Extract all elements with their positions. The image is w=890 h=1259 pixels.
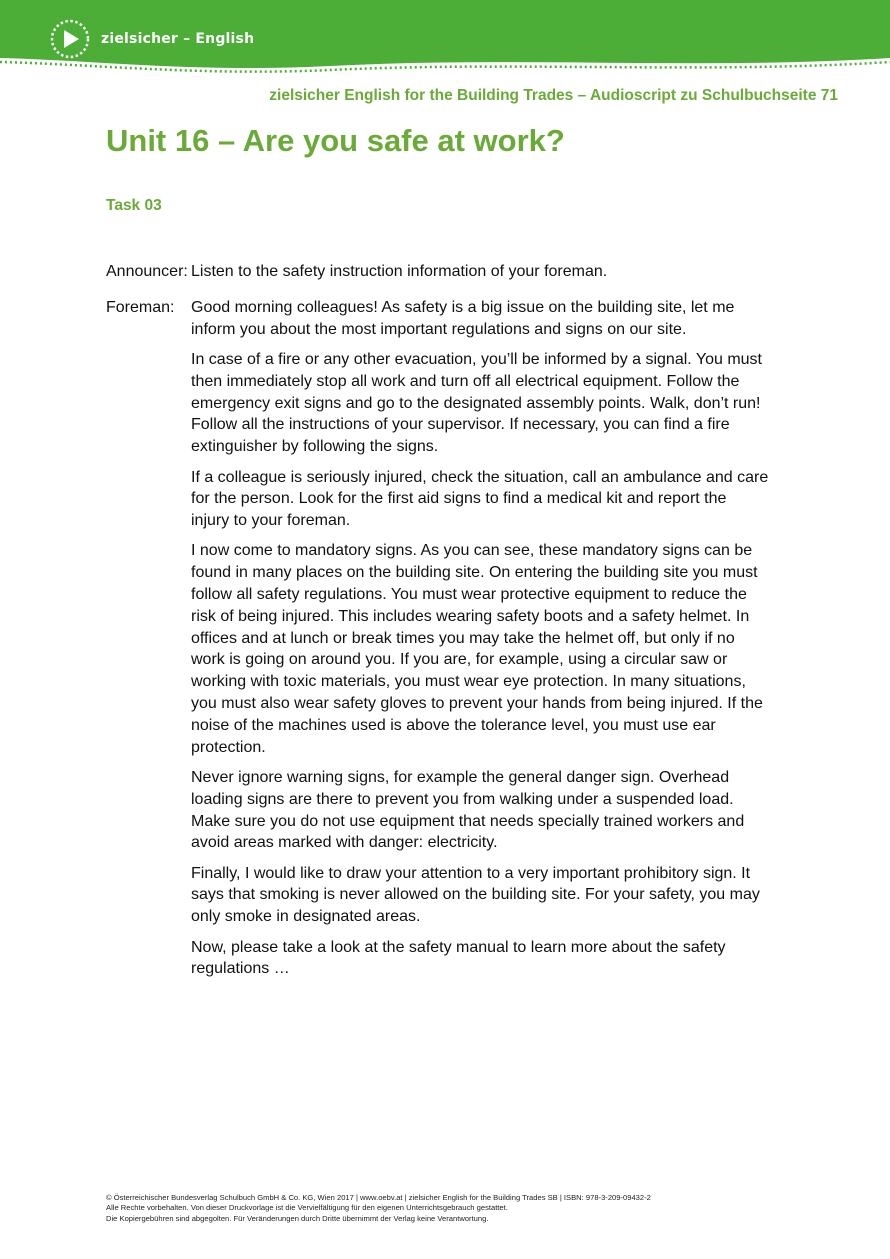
text-line: noise of the machines used is above the tolerance level, you must use ear xyxy=(191,716,716,734)
text-line: work is going on around you. If you are, for example, using a circular saw or xyxy=(191,651,728,669)
text-line: injury to your foreman. xyxy=(191,512,351,530)
text-line: Follow all the instructions of your supervisor. If necessary, you can find a fire xyxy=(191,416,730,434)
text-line: then immediately stop all work and turn off all electrical equipment. Follow the xyxy=(191,372,740,390)
paragraph xyxy=(191,540,791,758)
text-line: working with toxic materials, you must wear eye protection. In many situations, xyxy=(191,673,746,691)
paragraph xyxy=(191,937,791,981)
speaker-label: Announcer: xyxy=(106,263,188,280)
running-header: zielsicher English for the Building Trades – Audioscript zu Schulbuchseite 71 xyxy=(269,87,838,104)
text-line: If a colleague is seriously injured, check the situation, call an ambulance and care xyxy=(191,468,769,486)
text-line: protection. xyxy=(191,738,266,756)
paragraph xyxy=(191,863,791,928)
text-line: I now come to mandatory signs. As you can see, these mandatory signs can be xyxy=(191,542,753,560)
footer-line: Die Kopiergebühren sind abgegolten. Für Veränderungen durch Dritte übernimmt der Verlag keine Verantwortung. xyxy=(106,1213,489,1223)
text-line: regulations … xyxy=(191,960,290,978)
text-line: avoid areas marked with danger: electricity. xyxy=(191,834,498,852)
text-line: risk of being injured. This includes wearing safety boots and a safety helmet. In xyxy=(191,607,750,625)
task-label: Task 03 xyxy=(106,197,162,214)
footer-line: Alle Rechte vorbehalten. Von dieser Druckvorlage ist die Vervielfältigung für den eigenen Unterrichtsgebrauch gestattet. xyxy=(106,1203,508,1213)
text-line: inform you about the most important regulations and signs on our site. xyxy=(191,320,687,338)
text-line: Never ignore warning signs, for example the general danger sign. Overhead xyxy=(191,768,730,786)
text-line: Good morning colleagues! As safety is a big issue on the building site, let me xyxy=(191,299,735,316)
text-line: In case of a fire or any other evacuation, you’ll be informed by a signal. You must xyxy=(191,351,762,369)
text-line: says that smoking is never allowed on the building site. For your safety, you may xyxy=(191,886,760,904)
copyright-footer xyxy=(106,1193,806,1224)
text-line: extinguisher by following the signs. xyxy=(191,438,439,456)
text-line: for the person. Look for the first aid signs to find a medical kit and report the xyxy=(191,490,727,508)
logo-text: zielsicher – English xyxy=(101,31,255,47)
speaker-label: Foreman: xyxy=(106,299,175,316)
text-line: follow all safety regulations. You must wear protective equipment to reduce the xyxy=(191,586,747,604)
text-line: loading signs are there to prevent you from walking under a suspended load. xyxy=(191,790,734,808)
dialogue-line: Listen to the safety instruction information of your foreman. xyxy=(191,263,608,280)
text-line: emergency exit signs and go to the designated assembly points. Walk, don’t run! xyxy=(191,394,761,412)
text-line: only smoke in designated areas. xyxy=(191,908,421,926)
text-line: found in many places on the building site. On entering the building site you must xyxy=(191,564,758,582)
text-line: Finally, I would like to draw your attention to a very important prohibitory sign. It xyxy=(191,864,751,882)
footer-line: © Österreichischer Bundesverlag Schulbuch GmbH & Co. KG, Wien 2017 | www.oebv.at | zielsicher English for the Building Trades SB | ISBN: 978-3-209-09432-2 xyxy=(106,1193,651,1202)
paragraph xyxy=(191,467,791,532)
page-title: Unit 16 – Are you safe at work? xyxy=(106,123,565,158)
paragraph xyxy=(191,349,791,458)
text-line: you must also wear safety gloves to prevent your hands from being injured. If the xyxy=(191,695,763,713)
text-line: Now, please take a look at the safety manual to learn more about the safety xyxy=(191,938,726,956)
text-line: offices and at lunch or break times you may take the helmet off, but only if no xyxy=(191,629,735,647)
text-line: Make sure you do not use equipment that needs specially trained workers and xyxy=(191,812,745,830)
paragraph xyxy=(191,297,791,341)
paragraph xyxy=(191,767,791,854)
foreman-text xyxy=(191,297,791,989)
header-banner xyxy=(0,0,890,80)
